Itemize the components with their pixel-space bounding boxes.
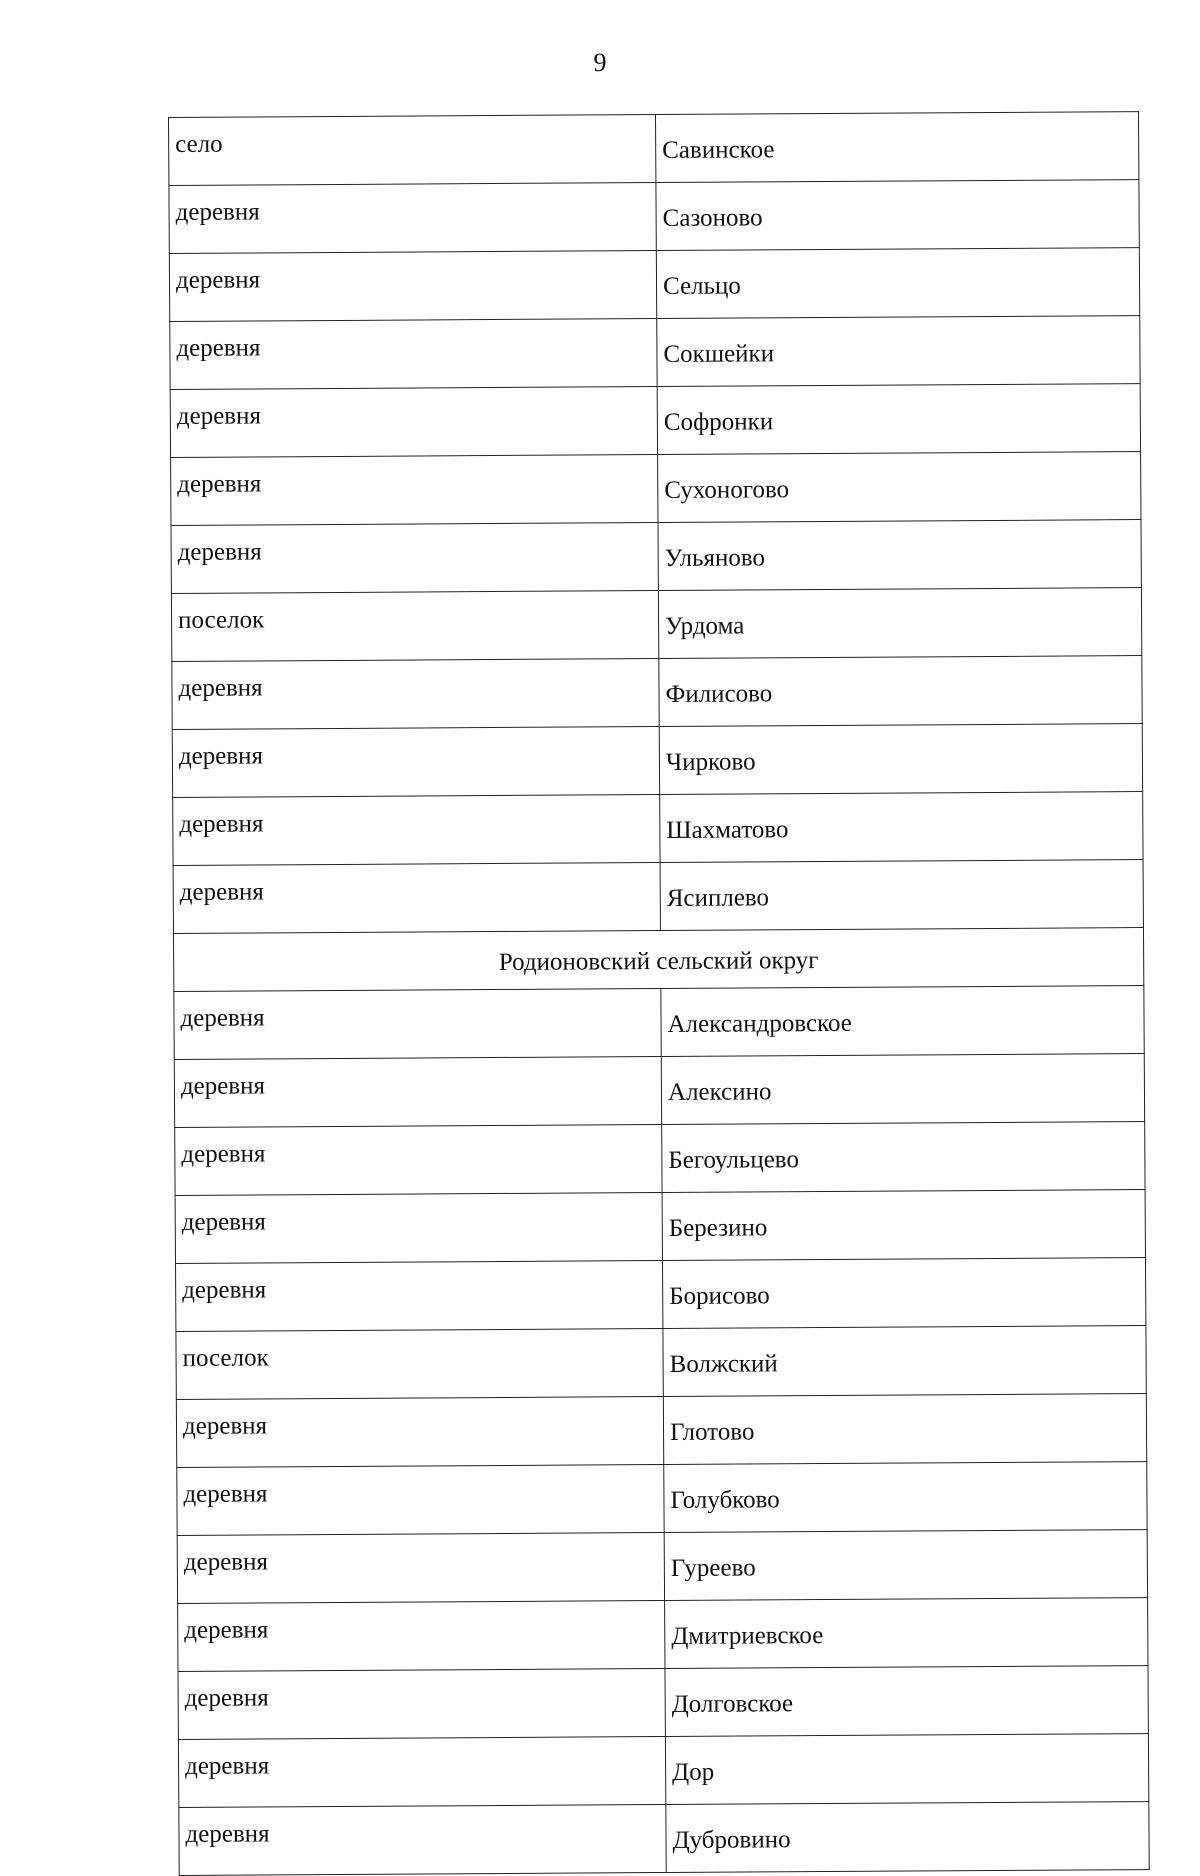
- settlement-type-cell: деревня: [177, 1532, 664, 1603]
- settlement-name-cell: Дмитриевское: [665, 1598, 1148, 1669]
- settlement-name-cell: Ульяново: [658, 520, 1141, 591]
- settlement-name-cell: Сельцо: [656, 248, 1139, 319]
- table-row: [173, 860, 1143, 934]
- table-row: [171, 588, 1141, 662]
- settlements-table-wrapper: [168, 111, 1149, 1876]
- settlement-name-cell: Глотово: [663, 1394, 1146, 1465]
- settlement-name-cell: Сокшейки: [657, 316, 1140, 387]
- table-row: [179, 1802, 1149, 1876]
- settlement-name-cell: Дор: [665, 1734, 1148, 1805]
- table-row: [173, 792, 1143, 866]
- settlement-type-cell: село: [169, 115, 656, 186]
- settlement-type-cell: деревня: [174, 1057, 661, 1128]
- settlement-name-cell: Александровское: [661, 986, 1144, 1057]
- settlement-type-cell: деревня: [169, 251, 656, 322]
- settlement-type-cell: деревня: [172, 659, 659, 730]
- settlement-name-cell: Дубровино: [666, 1802, 1149, 1873]
- settlement-type-cell: деревня: [176, 1396, 663, 1467]
- table-row: [178, 1598, 1148, 1672]
- settlement-name-cell: Сухоногово: [658, 452, 1141, 523]
- settlement-type-cell: деревня: [174, 989, 661, 1060]
- page-number: 9: [593, 48, 607, 77]
- settlement-name-cell: Березино: [662, 1190, 1145, 1261]
- settlement-name-cell: Ясиплево: [660, 860, 1143, 931]
- settlement-name-cell: Гуреево: [664, 1530, 1147, 1601]
- table-row: [170, 316, 1140, 390]
- settlement-type-cell: деревня: [177, 1464, 664, 1535]
- table-row: [177, 1462, 1147, 1536]
- table-row: [170, 384, 1140, 458]
- settlement-type-cell: деревня: [178, 1736, 665, 1807]
- table-row: [171, 452, 1141, 526]
- table-row: [178, 1734, 1148, 1808]
- settlement-type-cell: деревня: [170, 319, 657, 390]
- settlement-name-cell: Голубково: [664, 1462, 1147, 1533]
- table-row: [175, 1190, 1145, 1264]
- settlement-type-cell: деревня: [175, 1193, 662, 1264]
- table-row: [177, 1530, 1147, 1604]
- table-row: [169, 180, 1139, 254]
- settlement-name-cell: Шахматово: [660, 792, 1143, 863]
- settlement-name-cell: Чирково: [659, 724, 1142, 795]
- settlement-name-cell: Алексино: [661, 1054, 1144, 1125]
- settlement-name-cell: Долговское: [665, 1666, 1148, 1737]
- table-row: [169, 248, 1139, 322]
- table-row: [178, 1666, 1148, 1740]
- settlement-type-cell: деревня: [178, 1600, 665, 1671]
- settlement-type-cell: деревня: [170, 387, 657, 458]
- settlement-name-cell: Бегоульцево: [662, 1122, 1145, 1193]
- settlement-type-cell: деревня: [173, 863, 660, 934]
- settlement-name-cell: Урдома: [658, 588, 1141, 659]
- settlement-type-cell: деревня: [176, 1261, 663, 1332]
- settlement-type-cell: деревня: [178, 1668, 665, 1739]
- table-row: [169, 112, 1139, 186]
- table-row: [174, 986, 1144, 1060]
- table-row: [171, 520, 1141, 594]
- table-row: [174, 1054, 1144, 1128]
- table-row: [176, 1258, 1146, 1332]
- settlement-name-cell: Филисово: [659, 656, 1142, 727]
- section-title: Родионовский сельский округ: [173, 928, 1143, 992]
- settlement-name-cell: Савинское: [655, 112, 1138, 183]
- section-header-row: [173, 928, 1143, 992]
- settlement-type-cell: деревня: [173, 795, 660, 866]
- settlement-type-cell: поселок: [176, 1328, 663, 1399]
- settlement-type-cell: деревня: [179, 1804, 666, 1875]
- settlement-name-cell: Сазоново: [656, 180, 1139, 251]
- settlement-type-cell: деревня: [171, 455, 658, 526]
- settlement-type-cell: деревня: [172, 727, 659, 798]
- settlements-table-body: [169, 112, 1150, 1876]
- settlement-name-cell: Волжский: [663, 1326, 1146, 1397]
- table-row: [176, 1394, 1146, 1468]
- settlement-type-cell: деревня: [171, 523, 658, 594]
- settlement-type-cell: деревня: [175, 1125, 662, 1196]
- settlement-name-cell: Софронки: [657, 384, 1140, 455]
- table-row: [176, 1326, 1146, 1400]
- table-row: [175, 1122, 1145, 1196]
- settlement-type-cell: поселок: [171, 591, 658, 662]
- table-row: [172, 724, 1142, 798]
- table-row: [172, 656, 1142, 730]
- settlement-type-cell: деревня: [169, 183, 656, 254]
- settlement-name-cell: Борисово: [662, 1258, 1145, 1329]
- settlements-table: [168, 111, 1150, 1876]
